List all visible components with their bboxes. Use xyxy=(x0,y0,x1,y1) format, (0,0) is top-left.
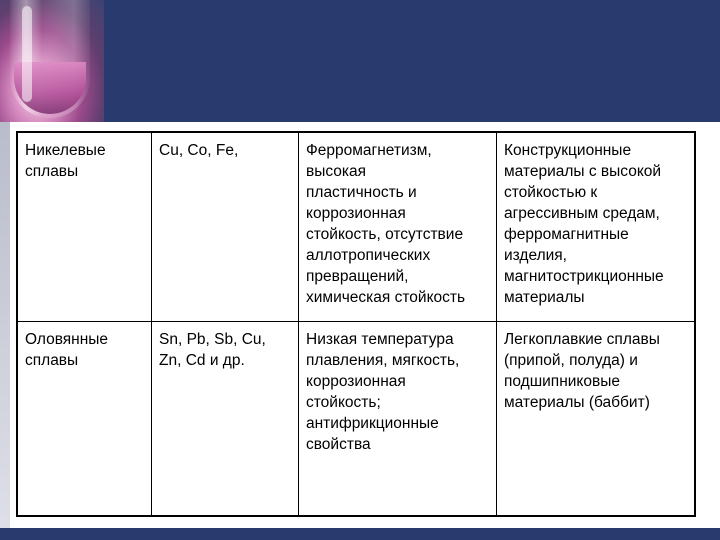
bottom-band xyxy=(0,528,720,540)
table-row xyxy=(18,133,694,322)
properties-cell: Низкая температура плавления, мягкость, коррозионная стойкость; антифрикционные свойства xyxy=(298,322,496,515)
left-decor-stripe xyxy=(0,122,10,540)
applications-cell: Конструкционные материалы с высокой стойкостью к агрессивным средам, ферромагнитные изделия, магнитострикционные материалы xyxy=(496,133,694,321)
alloying-elements-cell: Cu, Co, Fe, xyxy=(151,133,298,321)
applications-cell: Легкоплавкие сплавы (припой, полуда) и подшипниковые материалы (баббит) xyxy=(496,322,694,515)
header-band xyxy=(0,0,720,122)
alloy-name-cell: Никелевые сплавы xyxy=(25,142,106,180)
properties-cell: Ферромагнетизм, высокая пластичность и коррозионная стойкость, отсутствие аллотропических превращений, химическая стойкость xyxy=(298,133,496,321)
alloys-table xyxy=(16,131,696,517)
alloying-elements-cell: Sn, Pb, Sb, Cu, Zn, Cd и др. xyxy=(151,322,298,515)
table-row xyxy=(18,322,694,515)
alloy-name-cell: Оловянные сплавы xyxy=(25,331,109,369)
flask-image xyxy=(0,0,104,122)
flask-shine xyxy=(22,6,32,102)
